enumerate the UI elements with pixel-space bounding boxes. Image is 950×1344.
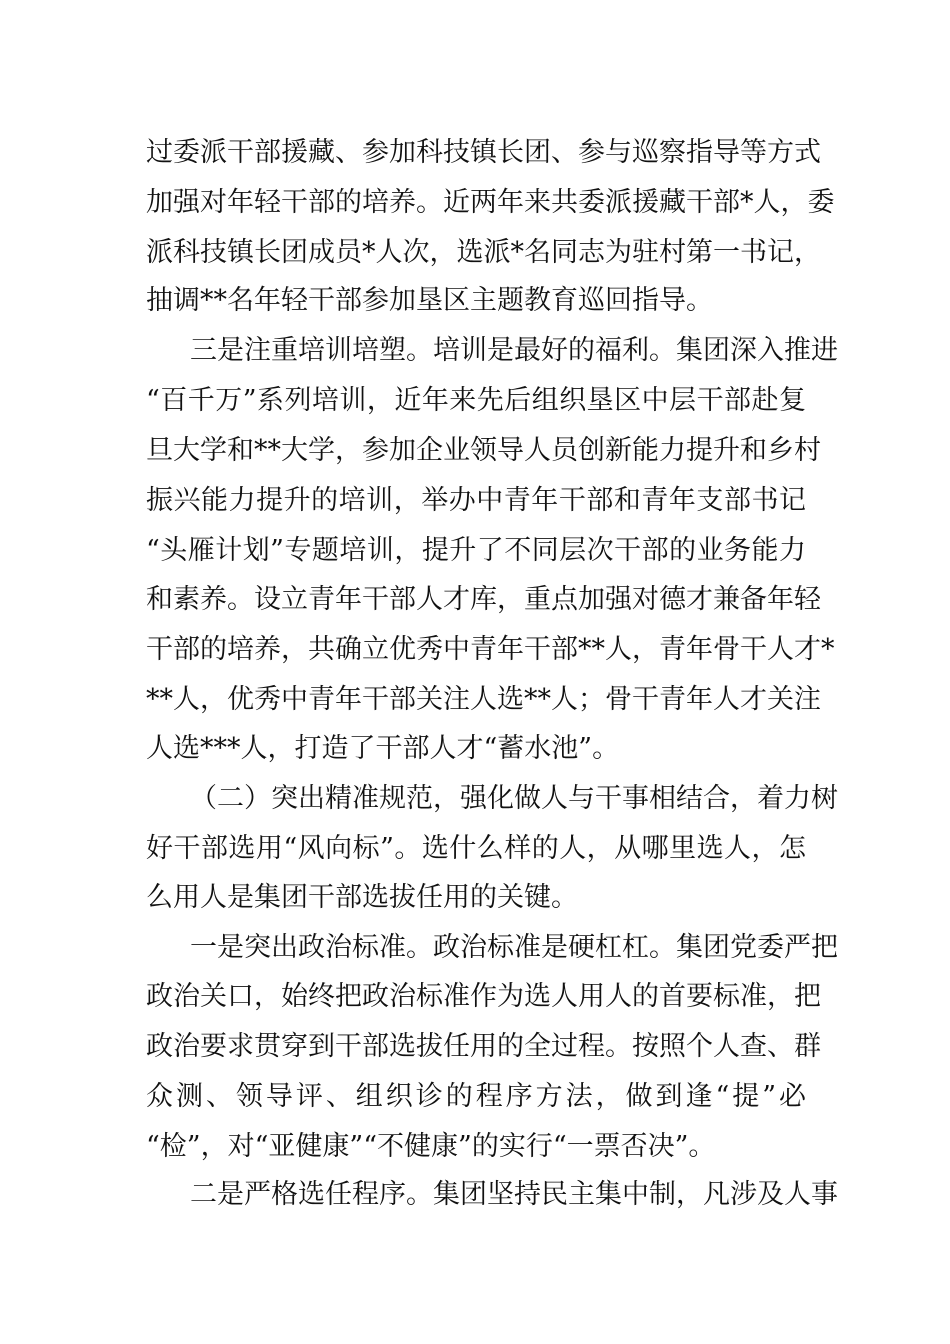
text-line-7: 旦大学和**大学，参加企业领导人员创新能力提升和乡村	[146, 435, 821, 466]
paragraph-start-line-5: 三是注重培训培塑。培训是最好的福利。集团深入推进	[190, 335, 838, 366]
text-line-2: 加强对年轻干部的培养。近两年来共委派援藏干部*人，委	[146, 187, 835, 218]
text-line-15: 好干部选用“风向标”。选什么样的人，从哪里选人，怎	[146, 833, 806, 864]
text-line-10: 和素养。设立青年干部人才库，重点加强对德才兼备年轻	[146, 584, 821, 615]
text-line-6: “百千万”系列培训，近年来先后组织垦区中层干部赴复	[146, 385, 806, 416]
text-line-12: **人，优秀中青年干部关注人选**人；骨干青年人才关注	[146, 684, 821, 715]
text-line-20: 众测、领导评、组织诊的程序方法，做到逢“提”必	[146, 1081, 806, 1112]
paragraph-start-line-17: 一是突出政治标准。政治标准是硬杠杠。集团党委严把	[190, 932, 838, 963]
text-line-19: 政治要求贯穿到干部选拔任用的全过程。按照个人查、群	[146, 1031, 821, 1062]
section-heading-line-14: （二）突出精准规范，强化做人与干事相结合，着力树	[190, 783, 838, 814]
text-line-21: “检”，对“亚健康”“不健康”的实行“一票否决”。	[146, 1131, 716, 1162]
text-line-1: 过委派干部援藏、参加科技镇长团、参与巡察指导等方式	[146, 137, 821, 168]
text-line-4: 抽调**名年轻干部参加垦区主题教育巡回指导。	[146, 285, 713, 316]
text-line-8: 振兴能力提升的培训，举办中青年干部和青年支部书记	[146, 485, 806, 516]
text-line-13: 人选***人，打造了干部人才“蓄水池”。	[146, 733, 620, 764]
text-line-11: 干部的培养，共确立优秀中青年干部**人，青年骨干人才*	[146, 634, 835, 665]
text-line-18: 政治关口，始终把政治标准作为选人用人的首要标准，把	[146, 981, 821, 1012]
text-line-3: 派科技镇长团成员*人次，选派*名同志为驻村第一书记，	[146, 237, 821, 268]
paragraph-start-line-22: 二是严格选任程序。集团坚持民主集中制，凡涉及人事	[190, 1179, 838, 1210]
text-line-16: 么用人是集团干部选拔任用的关键。	[146, 882, 578, 913]
text-line-9: “头雁计划”专题培训，提升了不同层次干部的业务能力	[146, 535, 806, 566]
